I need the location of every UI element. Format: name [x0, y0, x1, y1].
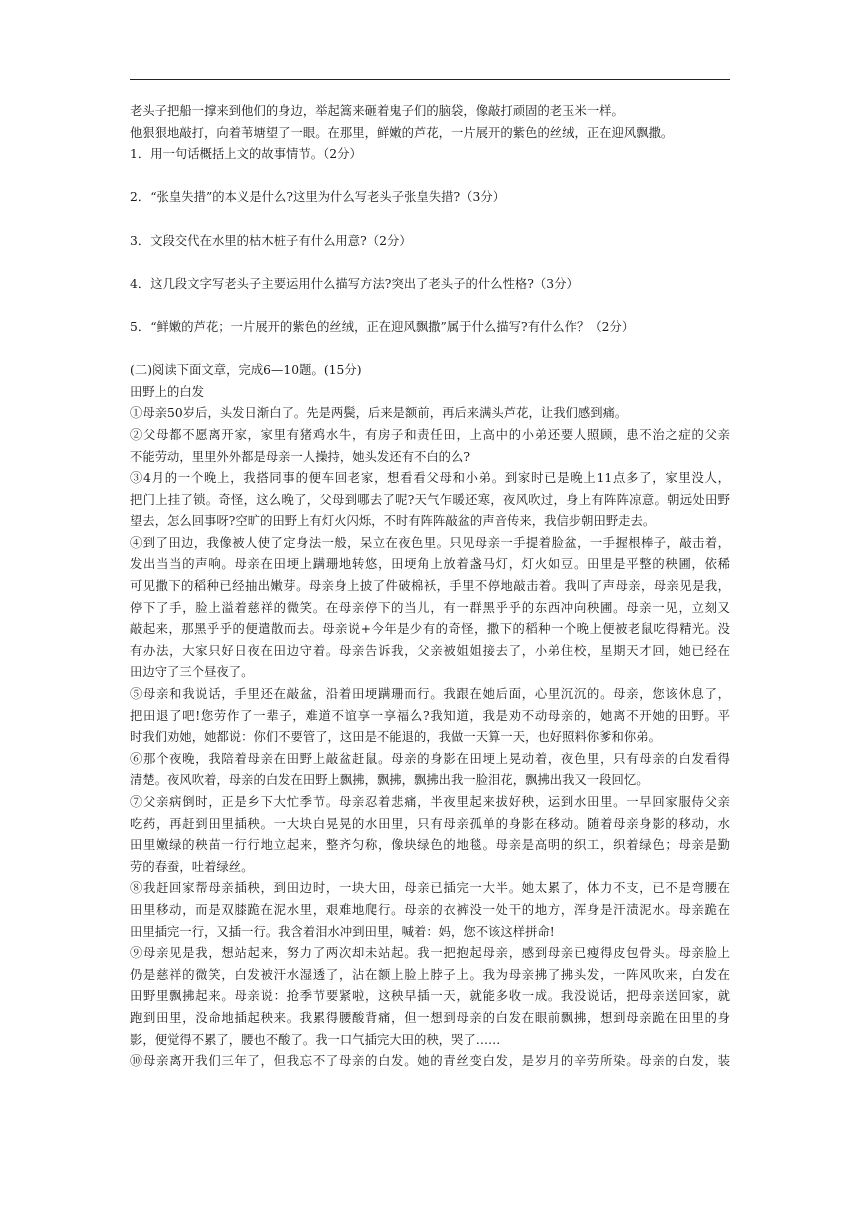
text-line: ④到了田边，我像被人使了定身法一般，呆立在夜色里。只见母亲一手提着脸盆，一手握根棒子，敲击着， [130, 535, 730, 550]
blank-answer-space [130, 252, 730, 274]
text-line: 望去，怎么回事呀?空旷的田野上有灯火闪烁，不时有阵阵敲盆的声音传来，我信步朝田野走去。 [130, 514, 656, 529]
text-line: 田野里飘拂起来。母亲说：抢季节要紧啦，这秧早插一天，就能多收一成。我没说话，把母亲送回家，就 [130, 989, 730, 1004]
text-line: 3．文段交代在水里的枯木桩子有什么用意?（2分） [130, 233, 412, 248]
text-line: 田里嫩绿的秧苗一行行地立起来，整齐匀称，像块绿色的地毯。母亲是高明的织工，织着绿色；母亲是勤 [130, 838, 730, 853]
text-line: ②父母都不愿离开家，家里有猪鸡水牛，有房子和责任田，上高中的小弟还要人照顾，患不治之症的父亲 [130, 427, 730, 442]
text-line: 不能劳动，里里外外都是母亲一人操持，她头发还有不白的么? [130, 449, 471, 464]
text-line: ⑤母亲和我说话，手里还在敲盆，沿着田埂蹒珊而行。我跟在她后面，心里沉沉的。母亲，您该休息了， [130, 687, 730, 702]
text-line: 田里插完一行，又插一行。我含着泪水冲到田里，喊着：妈，您不该这样拼命! [130, 924, 555, 939]
text-line: 田边守了三个昼夜了。 [130, 665, 254, 680]
text-line: 1．用一句话概括上文的故事情节。（2分） [130, 147, 362, 162]
text-line: ⑨母亲见是我，想站起来，努力了两次却未站起。我一把抱起母亲，感到母亲已瘦得皮包骨头。母亲脸上 [130, 946, 730, 961]
text-line: 影，便觉得不累了，腰也不酸了。我一口气插完大田的秧，哭了…… [130, 1032, 501, 1047]
text-line: 发出当当的声响。母亲在田埂上蹒珊地转悠，田埂角上放着盏马灯，灯火如豆。田里是平整的秧圃，依稀 [130, 557, 730, 572]
text-line: 可见撒下的稻种已经抽出嫩芽。母亲身上披了件破棉袄，手里不停地敲击着。我叫了声母亲，母亲见是我， [130, 579, 730, 594]
text-line: 仍是慈祥的微笑，白发被汗水湿透了，沾在额上脸上脖子上。我为母亲拂了拂头发，一阵风吹来，白发在 [130, 967, 730, 982]
blank-answer-space [130, 209, 730, 231]
text-line: ③4月的一个晚上，我搭同事的便车回老家，想看看父母和小弟。到家时已是晚上11点多了，家里没人， [130, 471, 730, 486]
document-body [130, 101, 730, 1073]
text-line: ①母亲50岁后，头发日渐白了。先是两鬓，后来是额前，再后来满头芦花，让我们感到痛。 [130, 406, 628, 421]
text-line: 他狠狠地敲打，向着苇塘望了一眼。在那里，鲜嫩的芦花，一片展开的紫色的丝绒，正在迎风飘撒。 [130, 125, 674, 140]
text-line: 5．“鲜嫩的芦花；一片展开的紫色的丝绒，正在迎风飘撒”属于什么描写?有什么作？（2分） [130, 319, 635, 334]
text-line: 把门上挂了锁。奇怪，这么晚了，父母到哪去了呢?天气乍暖还寒，夜风吹过，身上有阵阵凉意。朝远处田野 [130, 492, 730, 507]
text-line: 田野上的白发 [130, 384, 205, 399]
text-line: 2．“张皇失措”的本义是什么?这里为什么写老头子张皇失措?（3分） [130, 190, 506, 205]
blank-answer-space [130, 339, 730, 361]
text-line: ⑥那个夜晚，我陪着母亲在田野上敲盆赶鼠。母亲的身影在田埂上晃动着，夜色里，只有母亲的白发看得 [130, 751, 730, 766]
text-line: ⑧我赶回家帮母亲插秧，到田边时，一块大田，母亲已插完一大半。她太累了，体力不支，已不是弯腰在 [130, 881, 730, 896]
text-line: 劳的春蚕，吐着绿丝。 [130, 859, 254, 874]
text-line: 老头子把船一撑来到他们的身边，举起篙来砸着鬼子们的脑袋，像敲打顽固的老玉米一样。 [130, 104, 624, 118]
text-line: 4．这几段文字写老头子主要运用什么描写方法?突出了老头子的什么性格?（3分） [130, 276, 579, 291]
text-line: 有办法，大家只好日夜在田边守着。母亲告诉我，父亲被姐姐接去了，小弟住校，星期天才回，她已经在 [130, 643, 730, 658]
text-line: 吃药，再赶到田里插秧。一大块白晃晃的水田里，只有母亲孤单的身影在移动。随着母亲身影的移动，水 [130, 816, 730, 831]
header-rule [130, 79, 730, 80]
text-line: 田里移动，而是双膝跪在泥水里，艰难地爬行。母亲的衣裤没一处干的地方，浑身是汗渍泥水。母亲跪在 [130, 902, 730, 917]
text-line: 停下了手，脸上溢着慈祥的微笑。在母亲停下的当儿，有一群黑乎乎的东西冲向秧圃。母亲一见，立刻又 [130, 600, 730, 615]
text-line: 跑到田里，没命地插起秧来。我累得腰酸背痛，但一想到母亲的白发在眼前飘拂，想到母亲跪在田里的身 [130, 1010, 730, 1025]
blank-answer-space [130, 295, 730, 317]
text-line: 时我们劝她，她都说：你们不要管了，这田是不能退的，我做一天算一天，也好照料你爹和你弟。 [130, 730, 661, 745]
text-line: 敲起来，那黑乎乎的便遣散而去。母亲说+今年是少有的奇怪，撒下的稻种一个晚上便被老鼠吃得精光。没 [130, 622, 730, 637]
text-line: ⑩母亲离开我们三年了，但我忘不了母亲的白发。她的青丝变白发，是岁月的辛劳所染。母亲的白发，装 [130, 1054, 730, 1069]
blank-answer-space [130, 166, 730, 188]
text-line: 清楚。夜风吹着，母亲的白发在田野上飘拂，飘拂，飘拂出我一脸泪花，飘拂出我又一段回忆。 [130, 773, 649, 788]
text-line: 把田退了吧!您劳作了一辈子，难道不谊享一享福么?我知道，我是劝不动母亲的，她离不开她的田野。平 [130, 708, 730, 723]
text-line: (二)阅读下面文章，完成6—10题。(15分) [130, 363, 362, 378]
text-line: ⑦父亲病倒时，正是乡下大忙季节。母亲忍着悲痛，半夜里起来拔好秧，运到水田里。一早回家服侍父亲 [130, 795, 730, 809]
